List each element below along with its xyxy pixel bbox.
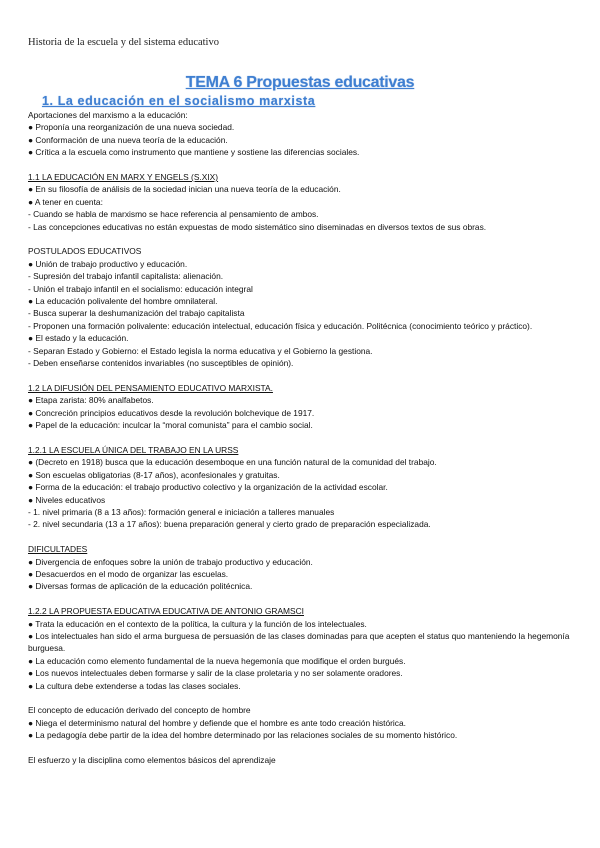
text-line: - 2. nivel secundaria (13 a 17 años): buena preparación general y cierto grado de preparación especializada. (28, 519, 431, 530)
text-line: ● (Decreto en 1918) busca que la educación desemboque en una función natural de la comunidad del trabajo. (28, 457, 437, 468)
paragraph-spacer (28, 432, 578, 444)
page-header: Historia de la escuela y del sistema educativo (28, 37, 219, 48)
subsection-heading: DIFICULTADES (28, 544, 88, 555)
text-line: - 1. nivel primaria (8 a 13 años): formación general e iniciación a talleres manuales (28, 506, 335, 517)
paragraph-spacer (28, 159, 578, 171)
paragraph-spacer (28, 742, 578, 754)
text-line: Aportaciones del marxismo a la educación: (28, 110, 188, 120)
text-line: ● Forma de la educación: el trabajo productivo colectivo y la organización de la actividad escolar. (28, 482, 388, 493)
text-line: ● Unión de trabajo productivo y educación. (28, 258, 188, 269)
text-line: ● Desacuerdos en el modo de organizar las escuelas. (28, 568, 229, 579)
text-line: - Proponen una formación polivalente: educación intelectual, educación física y educación. Politécnica (conocimiento teórico y práctico). (28, 320, 533, 331)
text-line: - Supresión del trabajo infantil capitalista: alienación. (28, 271, 224, 282)
text-line: ● Proponía una reorganización de una nueva sociedad. (28, 122, 235, 133)
text-line: ● Los intelectuales han sido el arma burguesa de persuasión de las clases dominadas para que acepten el status quo manteniendo la hegemonía burguesa. (28, 630, 570, 654)
document-title: TEMA 6 Propuestas educativas (185, 74, 415, 91)
paragraph-spacer (28, 531, 578, 543)
text-line: El concepto de educación derivado del concepto de hombre (28, 705, 251, 716)
text-line: - Deben enseñarse contenidos invariables (no susceptibles de opinión). (28, 358, 294, 369)
text-line: ● Crítica a la escuela como instrumento que mantiene y sostiene las diferencias sociales. (28, 147, 360, 158)
subsection-heading: 1.2.1 LA ESCUELA ÚNICA DEL TRABAJO EN LA URSS (28, 444, 239, 455)
paragraph-spacer (28, 692, 578, 704)
text-line: - Cuando se habla de marxismo se hace referencia al pensamiento de ambos. (28, 209, 319, 220)
paragraph-spacer (28, 593, 578, 605)
paragraph-spacer (28, 233, 578, 245)
text-line: ● Niveles educativos (28, 494, 106, 505)
paragraph-spacer (28, 370, 578, 382)
text-line: ● La cultura debe extenderse a todas las clases sociales. (28, 680, 241, 691)
text-line: ● Diversas formas de aplicación de la educación politécnica. (28, 581, 253, 592)
text-line: ● El estado y la educación. (28, 333, 129, 344)
text-line: ● Etapa zarista: 80% analfabetos. (28, 395, 154, 406)
text-line: El esfuerzo y la disciplina como elementos básicos del aprendizaje (28, 755, 276, 765)
text-line: ● Trata la educación en el contexto de la política, la cultura y la función de los intelectuales. (28, 618, 367, 629)
text-line: ● En su filosofía de análisis de la sociedad inician una nueva teoría de la educación. (28, 184, 341, 195)
text-line: - Separan Estado y Gobierno: el Estado legisla la norma educativa y el Gobierno la gestiona. (28, 345, 373, 356)
text-line: ● Divergencia de enfoques sobre la unión de trabajo productivo y educación. (28, 556, 313, 567)
text-line: ● Los nuevos intelectuales deben formarse y salir de la clase proletaria y no ser solamente oradores. (28, 668, 403, 679)
text-line: ● La educación como elemento fundamental de la nueva hegemonía que modifique el orden burgués. (28, 655, 406, 666)
text-line: ● Son escuelas obligatorias (8-17 años), aconfesionales y gratuitas. (28, 469, 280, 480)
subsection-heading: 1.2 LA DIFUSIÓN DEL PENSAMIENTO EDUCATIVO MARXISTA. (28, 382, 273, 393)
document-body (28, 109, 578, 766)
text-line: - Unión el trabajo infantil en el socialismo: educación integral (28, 283, 253, 294)
text-line: ● Conformación de una nueva teoría de la educación. (28, 134, 228, 145)
text-line: ● Papel de la educación: inculcar la “moral comunista” para el cambio social. (28, 420, 313, 431)
subsection-heading: 1.1 LA EDUCACIÓN EN MARX Y ENGELS (S.XIX) (28, 172, 219, 183)
text-line: POSTULADOS EDUCATIVOS (28, 246, 142, 257)
text-line: ● La educación polivalente del hombre omnilateral. (28, 296, 218, 307)
text-line: ● Concreción principios educativos desde la revolución bolchevique de 1917. (28, 407, 315, 418)
text-line: ● Niega el determinismo natural del hombre y defiende que el hombre es ante todo creación histórica. (28, 717, 406, 728)
subsection-heading: 1.2.2 LA PROPUESTA EDUCATIVA EDUCATIVA DE ANTONIO GRAMSCI (28, 606, 304, 617)
text-line: - Busca superar la deshumanización del trabajo capitalista (28, 308, 245, 319)
text-line: ● La pedagogía debe partir de la idea del hombre determinado por las relaciones sociales de su momento histórico. (28, 730, 458, 741)
text-line: ● A tener en cuenta: (28, 196, 103, 207)
section-title: 1. La educación en el socialismo marxista (42, 94, 316, 108)
text-line: - Las concepciones educativas no están expuestas de modo sistemático sino diseminadas en diversos textos de sus obras. (28, 221, 487, 232)
